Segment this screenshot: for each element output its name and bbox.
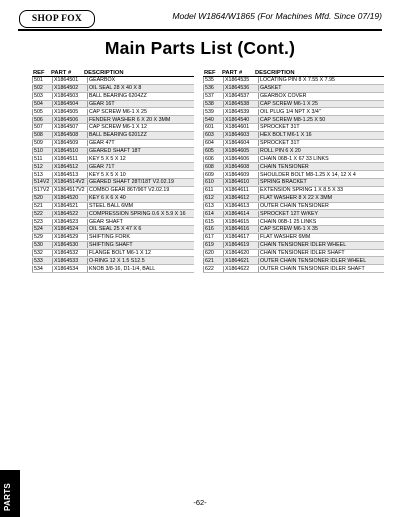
table-row <box>32 93 194 101</box>
table-row <box>32 257 194 265</box>
ref-cell: 529 <box>32 234 52 240</box>
part-number-cell: X1864536 <box>223 85 258 91</box>
part-number-cell: X1864538 <box>223 101 258 107</box>
description-cell: OUTER CHAIN TENSIONER <box>258 203 384 209</box>
description-cell: COMBO GEAR 86T/96T V2.02.19 <box>87 187 194 193</box>
description-cell: OUTER CHAIN TENSIONER IDLER SHAFT <box>258 266 384 272</box>
ref-cell: 605 <box>203 148 223 154</box>
part-number-cell: X1864520 <box>52 195 87 201</box>
table-row <box>32 116 194 124</box>
ref-cell: 536 <box>203 85 223 91</box>
description-column-header: DESCRIPTION <box>255 70 295 76</box>
part-number-cell: X1864537 <box>223 93 258 99</box>
description-cell: CAP SCREW M6-1 X 35 <box>258 226 384 232</box>
description-cell: CHAIN TENSIONER <box>258 164 384 170</box>
ref-cell: 540 <box>203 117 223 123</box>
table-row <box>203 85 384 93</box>
description-cell: KEY 5 X 5 X 12 <box>87 156 194 162</box>
parts-section-tab <box>0 470 20 517</box>
description-cell: SPROCKET 31T <box>258 124 384 130</box>
table-row <box>203 226 384 234</box>
table-row <box>203 132 384 140</box>
table-row <box>32 203 194 211</box>
description-cell: GEARBOX <box>87 77 194 83</box>
ref-cell: 538 <box>203 101 223 107</box>
header-divider <box>18 29 382 31</box>
parts-table-left <box>32 68 194 273</box>
table-header <box>32 68 194 77</box>
part-number-cell: X1864511 <box>52 156 87 162</box>
ref-cell: 502 <box>32 85 52 91</box>
part-number-cell: X1864539 <box>223 109 258 115</box>
description-cell: CAP SCREW M6-1 X 12 <box>87 124 194 130</box>
description-cell: EXTENSION SPRING 1 X 8.5 X 33 <box>258 187 384 193</box>
table-row <box>32 265 194 273</box>
table-row <box>203 210 384 218</box>
table-rows <box>203 77 384 273</box>
part-number-cell: X1864522 <box>52 211 87 217</box>
part-number-cell: X1864533 <box>52 258 87 264</box>
part-number-cell: X1864508 <box>52 132 87 138</box>
table-row <box>203 155 384 163</box>
table-row <box>203 101 384 109</box>
ref-cell: 603 <box>203 132 223 138</box>
table-row <box>203 218 384 226</box>
part-number-cell: X1864604 <box>223 140 258 146</box>
table-row <box>32 226 194 234</box>
description-cell: GEAR 71T <box>87 164 194 170</box>
model-header: Model W1864/W1865 (For Machines Mfd. Since 07/19) <box>172 11 382 21</box>
table-row <box>203 77 384 85</box>
part-number-cell: X1864510 <box>52 148 87 154</box>
ref-cell: 506 <box>32 117 52 123</box>
part-number-cell: X1864622 <box>223 266 258 272</box>
ref-column-header: REF <box>33 70 45 76</box>
part-number-cell: X1864612 <box>223 195 258 201</box>
description-cell: KEY 6 X 6 X 40 <box>87 195 194 201</box>
description-cell: COMPRESSION SPRING 0.6 X 5.9 X 16 <box>87 211 194 217</box>
part-number-cell: X1864615 <box>223 219 258 225</box>
part-number-cell: X1864505 <box>52 109 87 115</box>
ref-cell: 511 <box>32 156 52 162</box>
table-row <box>32 163 194 171</box>
description-cell: FLANGE BOLT M6-1 X 12 <box>87 250 194 256</box>
ref-cell: 509 <box>32 140 52 146</box>
table-row <box>203 148 384 156</box>
description-cell: GEAR SHAFT <box>87 219 194 225</box>
description-cell: OIL SEAL 25 X 47 X 6 <box>87 226 194 232</box>
description-cell: CAP SCREW M8-1.25 X 50 <box>258 117 384 123</box>
table-row <box>32 101 194 109</box>
part-column-header: PART # <box>51 70 72 76</box>
ref-cell: 619 <box>203 242 223 248</box>
ref-column-header: REF <box>204 70 216 76</box>
part-number-cell: X1864611 <box>223 187 258 193</box>
description-cell: SHOULDER BOLT M8-1.25 X 14, 12 X 4 <box>258 172 384 178</box>
ref-cell: 611 <box>203 187 223 193</box>
description-cell: CAP SCREW M6-1 X 25 <box>258 101 384 107</box>
ref-cell: 504 <box>32 101 52 107</box>
table-row <box>32 195 194 203</box>
description-cell: SPROCKET 31T <box>258 140 384 146</box>
part-number-cell: X1864513 <box>52 172 87 178</box>
part-number-cell: X1864521 <box>52 203 87 209</box>
table-row <box>32 250 194 258</box>
table-row <box>203 203 384 211</box>
part-number-cell: X1864530 <box>52 242 87 248</box>
part-number-cell: X1864532 <box>52 250 87 256</box>
part-number-cell: X1864601 <box>223 124 258 130</box>
ref-cell: 513 <box>32 172 52 178</box>
part-number-cell: X1864535 <box>223 77 258 83</box>
ref-cell: 523 <box>32 219 52 225</box>
ref-cell: 539 <box>203 109 223 115</box>
description-cell: LOCATING PIN 8 X 7.55 X 7.95 <box>258 77 384 83</box>
description-cell: CHAIN 06B-1 X 67 33 LINKS <box>258 156 384 162</box>
table-row <box>203 257 384 265</box>
table-row <box>32 210 194 218</box>
table-row <box>203 242 384 250</box>
part-number-cell: X1864605 <box>223 148 258 154</box>
part-number-cell: X1864503 <box>52 93 87 99</box>
description-cell: SPRING BRACKET <box>258 179 384 185</box>
ref-cell: 512 <box>32 164 52 170</box>
table-row <box>203 140 384 148</box>
description-cell: SPROCKET 12T W/KEY <box>258 211 384 217</box>
table-row <box>203 163 384 171</box>
description-cell: GASKET <box>258 85 384 91</box>
ref-cell: 510 <box>32 148 52 154</box>
description-cell: FENDER WASHER 6 X 20 X 3MM <box>87 117 194 123</box>
table-row <box>32 85 194 93</box>
part-number-cell: X1864603 <box>223 132 258 138</box>
ref-cell: 520 <box>32 195 52 201</box>
table-row <box>32 140 194 148</box>
description-cell: OIL SEAL 28 X 40 X 8 <box>87 85 194 91</box>
ref-cell: 621 <box>203 258 223 264</box>
part-number-cell: X1864524 <box>52 226 87 232</box>
part-number-cell: X1864502 <box>52 85 87 91</box>
description-cell: SHIFTING SHAFT <box>87 242 194 248</box>
part-number-cell: X1864506 <box>52 117 87 123</box>
table-row <box>32 108 194 116</box>
ref-cell: 601 <box>203 124 223 130</box>
part-number-cell: X1864619 <box>223 242 258 248</box>
table-row <box>203 265 384 273</box>
table-row <box>32 187 194 195</box>
table-row <box>203 179 384 187</box>
table-rows <box>32 77 194 273</box>
table-row <box>32 242 194 250</box>
description-cell: CAP SCREW M6-1 X 25 <box>87 109 194 115</box>
ref-cell: 535 <box>203 77 223 83</box>
ref-cell: 533 <box>32 258 52 264</box>
ref-cell: 507 <box>32 124 52 130</box>
part-number-cell: X1864621 <box>223 258 258 264</box>
description-cell: CHAIN TENSIONER IDLER SHAFT <box>258 250 384 256</box>
table-row <box>32 132 194 140</box>
description-cell: BALL BEARING 6201ZZ <box>87 132 194 138</box>
description-cell: GEAR 47T <box>87 140 194 146</box>
table-row <box>203 116 384 124</box>
table-row <box>32 171 194 179</box>
ref-cell: 521 <box>32 203 52 209</box>
part-number-cell: X1864504 <box>52 101 87 107</box>
ref-cell: 615 <box>203 219 223 225</box>
ref-cell: 524 <box>32 226 52 232</box>
description-cell: CHAIN TENSIONER IDLER WHEEL <box>258 242 384 248</box>
ref-cell: 622 <box>203 266 223 272</box>
ref-cell: 606 <box>203 156 223 162</box>
page-number: -62- <box>193 498 207 507</box>
part-column-header: PART # <box>222 70 243 76</box>
ref-cell: 610 <box>203 179 223 185</box>
parts-table-right <box>203 68 384 273</box>
table-row <box>32 234 194 242</box>
ref-cell: 614 <box>203 211 223 217</box>
ref-cell: 501 <box>32 77 52 83</box>
part-number-cell: X1864617 <box>223 234 258 240</box>
description-cell: KEY 5 X 5 X 10 <box>87 172 194 178</box>
part-number-cell: X1864609 <box>223 172 258 178</box>
part-number-cell: X1864523 <box>52 219 87 225</box>
description-cell: GEARED SHAFT 28T/18T V2.02.19 <box>87 179 194 185</box>
part-number-cell: X1864501 <box>52 77 87 83</box>
description-cell: SHIFTING FORK <box>87 234 194 240</box>
ref-cell: 612 <box>203 195 223 201</box>
part-number-cell: X1864608 <box>223 164 258 170</box>
description-cell: ROLL PIN 6 X 20 <box>258 148 384 154</box>
table-row <box>32 148 194 156</box>
table-row <box>203 187 384 195</box>
description-cell: FLAT WASHER 6MM <box>258 234 384 240</box>
table-row <box>203 108 384 116</box>
ref-cell: 608 <box>203 164 223 170</box>
ref-cell: 609 <box>203 172 223 178</box>
table-row <box>203 195 384 203</box>
logo-text: SHOP FOX <box>31 14 83 24</box>
part-number-cell: X1864610 <box>223 179 258 185</box>
ref-cell: 530 <box>32 242 52 248</box>
part-number-cell: X1864509 <box>52 140 87 146</box>
description-cell: OIL PLUG 1/4 NPT X 3/4" <box>258 109 384 115</box>
part-number-cell: X1864534 <box>52 266 87 272</box>
table-row <box>32 124 194 132</box>
table-row <box>203 234 384 242</box>
description-cell: STEEL BALL 6MM <box>87 203 194 209</box>
table-row <box>32 218 194 226</box>
part-number-cell: X1864514V2 <box>52 179 87 185</box>
part-number-cell: X1864507 <box>52 124 87 130</box>
table-row <box>203 250 384 258</box>
page-title: Main Parts List (Cont.) <box>104 38 296 58</box>
part-number-cell: X1864616 <box>223 226 258 232</box>
shop-fox-logo <box>19 10 95 28</box>
description-cell: HEX BOLT M6-1 X 16 <box>258 132 384 138</box>
table-row <box>203 93 384 101</box>
ref-cell: 522 <box>32 211 52 217</box>
description-cell: BALL BEARING 6204ZZ <box>87 93 194 99</box>
description-cell: O-RING 12 X 1.5 S12.5 <box>87 258 194 264</box>
table-row <box>32 179 194 187</box>
ref-cell: 508 <box>32 132 52 138</box>
description-cell: GEAR 16T <box>87 101 194 107</box>
ref-cell: 503 <box>32 93 52 99</box>
table-header <box>203 68 384 77</box>
part-number-cell: X1864614 <box>223 211 258 217</box>
description-cell: KNOB 3/8-16, D1-1/4, BALL <box>87 266 194 272</box>
ref-cell: 617 <box>203 234 223 240</box>
table-row <box>203 171 384 179</box>
part-number-cell: X1864512 <box>52 164 87 170</box>
description-cell: OUTER CHAIN TENSIONER IDLER WHEEL <box>258 258 384 264</box>
ref-cell: 514V2 <box>32 179 52 185</box>
part-number-cell: X1864620 <box>223 250 258 256</box>
table-row <box>32 77 194 85</box>
ref-cell: 532 <box>32 250 52 256</box>
ref-cell: 534 <box>32 266 52 272</box>
ref-cell: 505 <box>32 109 52 115</box>
description-cell: FLAT WASHER 8 X 22 X 3MM <box>258 195 384 201</box>
ref-cell: 620 <box>203 250 223 256</box>
table-row <box>32 155 194 163</box>
ref-cell: 517V2 <box>32 187 52 193</box>
part-number-cell: X1864606 <box>223 156 258 162</box>
ref-cell: 537 <box>203 93 223 99</box>
part-number-cell: X1864529 <box>52 234 87 240</box>
ref-cell: 613 <box>203 203 223 209</box>
description-cell: GEARBOX COVER <box>258 93 384 99</box>
description-cell: CHAIN 06B-1 25 LINKS <box>258 219 384 225</box>
part-number-cell: X1864613 <box>223 203 258 209</box>
table-row <box>203 124 384 132</box>
ref-cell: 616 <box>203 226 223 232</box>
description-cell: GEARED SHAFT 18T <box>87 148 194 154</box>
parts-tab-label: PARTS <box>3 482 12 511</box>
ref-cell: 604 <box>203 140 223 146</box>
part-number-cell: X1864517V2 <box>52 187 87 193</box>
description-column-header: DESCRIPTION <box>84 70 124 76</box>
part-number-cell: X1864540 <box>223 117 258 123</box>
